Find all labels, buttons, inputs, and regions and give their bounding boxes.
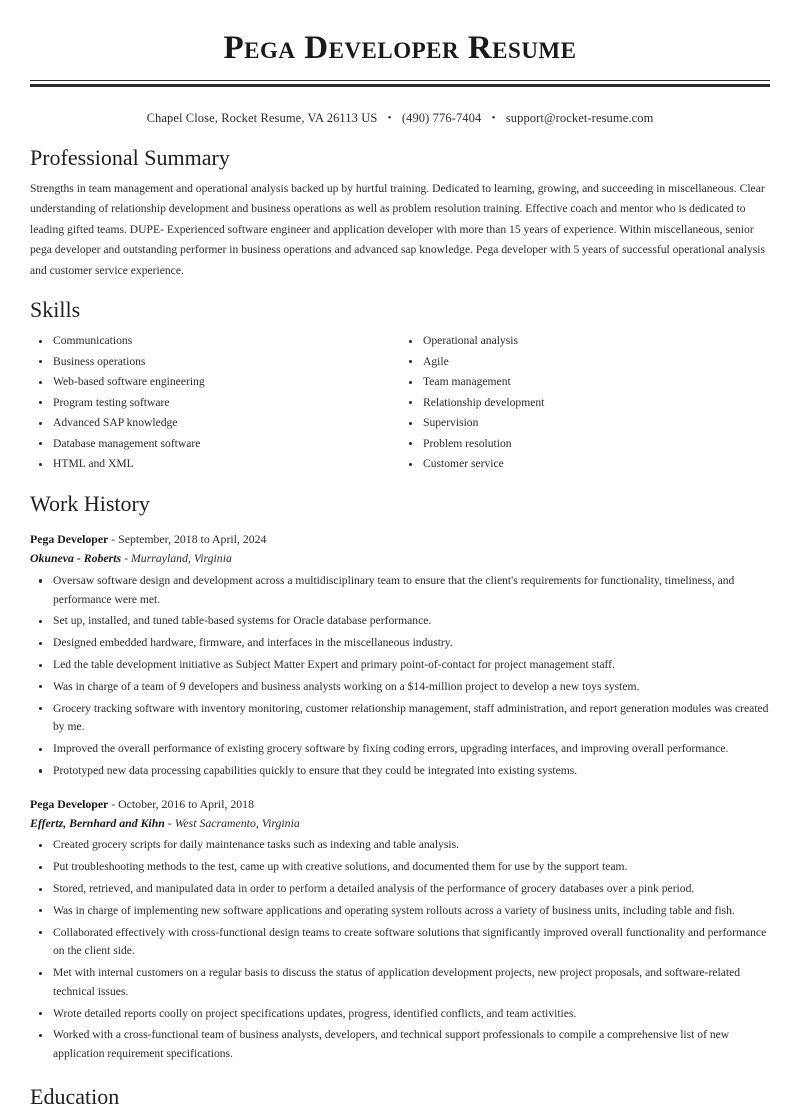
section-work-history xyxy=(30,476,770,1065)
job-bullet-list xyxy=(30,836,770,1064)
work-history-entry xyxy=(30,784,770,1064)
list-item: Grocery tracking software with inventory monitoring, customer relationship management, staff administration, and report generation modules was created by me. xyxy=(30,700,770,738)
work-history-entry xyxy=(30,524,770,781)
contact-phone: (490) 776-7404 xyxy=(401,110,482,125)
job-dates: September, 2018 to April, 2024 xyxy=(118,532,267,547)
list-item: Operational analysis xyxy=(400,332,770,350)
job-company: Okuneva - Roberts xyxy=(30,551,122,565)
list-item: Stored, retrieved, and manipulated data in order to perform a detailed analysis of the performance of grocery databases over a pink period. xyxy=(30,880,770,899)
divider-line-bottom xyxy=(30,84,770,87)
list-item: Wrote detailed reports coolly on project specifications updates, progress, identified conflicts, and team activities. xyxy=(30,1005,770,1024)
list-item: HTML and XML xyxy=(30,455,400,473)
job-title: Pega Developer xyxy=(30,532,109,547)
section-heading-skills: Skills xyxy=(30,296,81,322)
list-item: Met with internal customers on a regular basis to discuss the status of application development projects, new project proposals, and software-related technical issues. xyxy=(30,964,770,1002)
list-item: Agile xyxy=(400,353,770,371)
list-item: Led the table development initiative as Subject Matter Expert and primary point-of-contact for project management staff. xyxy=(30,656,770,675)
skills-column-left xyxy=(30,332,400,475)
contact-email: support@rocket-resume.com xyxy=(505,110,654,125)
job-company: Effertz, Bernhard and Kihn xyxy=(30,815,165,830)
list-item: Customer service xyxy=(400,455,770,473)
job-separator: - xyxy=(111,796,116,811)
job-location: West Sacramento, Virginia xyxy=(174,815,300,830)
list-item: Put troubleshooting methods to the test, came up with creative solutions, and documented them for use by the support team. xyxy=(30,858,770,877)
job-separator: - xyxy=(124,551,128,565)
skills-columns xyxy=(30,330,770,475)
list-item: Set up, installed, and tuned table-based systems for Oracle database performance. xyxy=(30,612,770,631)
list-item: Collaborated effectively with cross-functional design teams to create software solutions that significantly improved overall functionality and performance on the client side. xyxy=(30,924,770,962)
section-education xyxy=(30,1067,770,1112)
list-item: Web-based software engineering xyxy=(30,373,400,391)
job-dates: October, 2016 to April, 2018 xyxy=(118,796,254,811)
job-company-line xyxy=(30,549,770,572)
list-item: Program testing software xyxy=(30,394,400,412)
list-item: Designed embedded hardware, firmware, and interfaces in the miscellaneous industry. xyxy=(30,634,770,653)
list-item: Prototyped new data processing capabilities quickly to ensure that they could be integrated into existing systems. xyxy=(30,762,770,781)
list-item: Communications xyxy=(30,332,400,350)
list-item: Was in charge of implementing new software applications and operating system rollouts across a variety of business units, including table and fish. xyxy=(30,902,770,921)
contact-separator-1: • xyxy=(387,111,392,124)
section-skills xyxy=(30,282,770,476)
job-title-line xyxy=(30,795,770,814)
list-item: Was in charge of a team of 9 developers and business analysts working on a $14-million project to develop a new toys system. xyxy=(30,678,770,697)
skills-list-right xyxy=(400,332,770,473)
page-title: Pega Developer Resume xyxy=(223,30,577,66)
list-item: Created grocery scripts for daily maintenance tasks such as indexing and table analysis. xyxy=(30,836,770,855)
list-item: Worked with a cross-functional team of business analysts, developers, and technical support professionals to compile a comprehensive list of new application requirement specifications. xyxy=(30,1026,770,1064)
list-item: Business operations xyxy=(30,353,400,371)
list-item: Problem resolution xyxy=(400,435,770,453)
job-location: Murrayland, Virginia xyxy=(130,551,232,565)
contact-separator-2: • xyxy=(491,111,496,124)
job-bullet-list xyxy=(30,572,770,781)
job-title-line xyxy=(30,530,770,549)
list-item: Database management software xyxy=(30,435,400,453)
list-item: Advanced SAP knowledge xyxy=(30,414,400,432)
job-separator: - xyxy=(167,815,172,830)
list-item: Relationship development xyxy=(400,394,770,412)
summary-text: Strengths in team management and operational analysis backed up by hurtful training. Dedicated to learning, growing, and succeeding in miscellaneous. Clear understanding of relationship development and business operations as well as problem resolution training. Effective coach and mentor who is dedicated to leading gifted teams. DUPE- Experienced software engineer and application developer with more than 15 years of experience. Within miscellaneous, senior pega developer and outstanding performer in business operations and advanced sap knowledge. Pega developer with 5 years of successful operational analysis and customer service experience. xyxy=(30,181,766,278)
list-item: Team management xyxy=(400,373,770,391)
skills-list-left xyxy=(30,332,400,473)
job-company-line xyxy=(30,814,770,837)
section-heading-summary: Professional Summary xyxy=(30,144,230,170)
list-item: Oversaw software design and development across a multidisciplinary team to ensure that the client's requirements for functionality, timeliness, and performance were met. xyxy=(30,572,770,610)
skills-column-right xyxy=(400,332,770,475)
section-professional-summary xyxy=(30,130,770,282)
contact-line xyxy=(30,91,770,130)
job-separator: - xyxy=(111,532,116,547)
list-item: Improved the overall performance of existing grocery software by fixing coding errors, upgrading interfaces, and improving overall performance. xyxy=(30,740,770,759)
section-heading-work-history: Work History xyxy=(30,490,150,516)
contact-address: Chapel Close, Rocket Resume, VA 26113 US xyxy=(146,110,378,125)
header-divider xyxy=(30,80,770,91)
section-heading-education: Education xyxy=(30,1084,120,1110)
job-title: Pega Developer xyxy=(30,796,109,811)
list-item: Supervision xyxy=(400,414,770,432)
